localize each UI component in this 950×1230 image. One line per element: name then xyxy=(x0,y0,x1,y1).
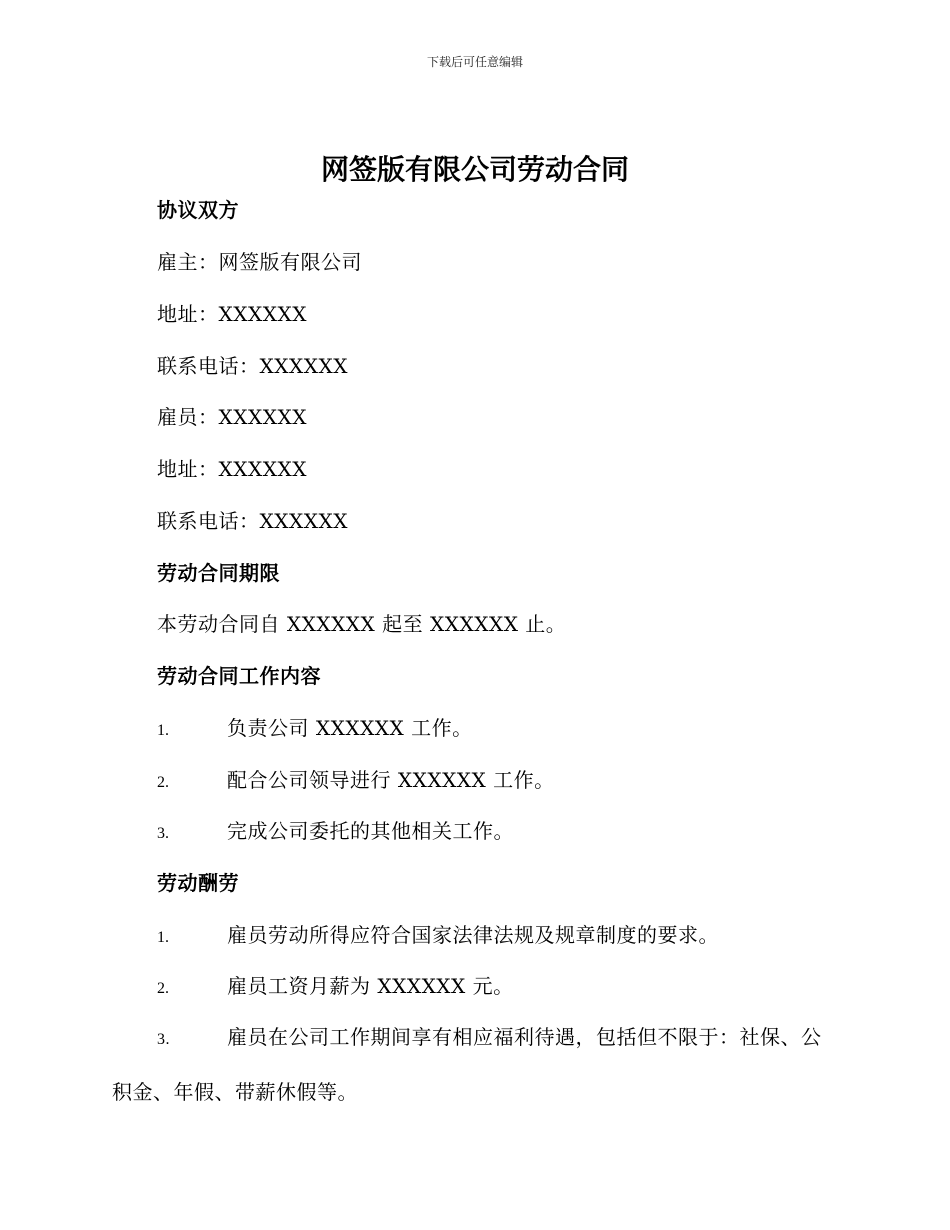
list-item-number: 3. xyxy=(157,825,169,842)
list-item xyxy=(112,1011,832,1118)
employer-line: 雇主：网签版有限公司 xyxy=(157,250,362,274)
section-heading-term: 劳动合同期限 xyxy=(157,561,280,585)
list-item xyxy=(157,972,514,1003)
section-heading-parties: 协议双方 xyxy=(157,198,239,222)
list-item-text: 雇员工资月薪为 XXXXXX 元。 xyxy=(227,974,514,998)
employee-address-line: 地址：XXXXXX xyxy=(157,457,307,481)
term-text: 本劳动合同自 XXXXXX 起至 XXXXXX 止。 xyxy=(157,612,567,636)
list-item-text: 雇员劳动所得应符合国家法律法规及规章制度的要求。 xyxy=(227,923,719,947)
list-item-number: 3. xyxy=(157,1031,170,1048)
list-item-text: 雇员在公司工作期间享有相应福利待遇，包括但不限于：社保、公积金、年假、带薪休假等。 xyxy=(112,1025,822,1104)
header-note: 下载后可任意编辑 xyxy=(426,55,523,69)
list-item-text: 配合公司领导进行 XXXXXX 工作。 xyxy=(227,768,555,792)
employer-address-line: 地址：XXXXXX xyxy=(157,302,307,326)
section-heading-pay: 劳动酬劳 xyxy=(157,871,239,895)
list-item-number: 1. xyxy=(157,722,169,739)
list-item-text: 完成公司委托的其他相关工作。 xyxy=(227,819,514,843)
list-item-number: 2. xyxy=(157,774,169,791)
list-item xyxy=(157,766,555,797)
employee-phone-line: 联系电话：XXXXXX xyxy=(157,509,348,533)
list-item xyxy=(157,817,514,848)
section-heading-duties: 劳动合同工作内容 xyxy=(157,664,321,688)
document-title: 网签版有限公司劳动合同 xyxy=(320,153,629,186)
list-item-number: 2. xyxy=(157,980,169,997)
list-item xyxy=(157,921,719,952)
list-item-text: 负责公司 XXXXXX 工作。 xyxy=(227,716,473,740)
list-item xyxy=(157,714,473,745)
employer-phone-line: 联系电话：XXXXXX xyxy=(157,354,348,378)
employee-line: 雇员：XXXXXX xyxy=(157,405,307,429)
list-item-number: 1. xyxy=(157,929,169,946)
